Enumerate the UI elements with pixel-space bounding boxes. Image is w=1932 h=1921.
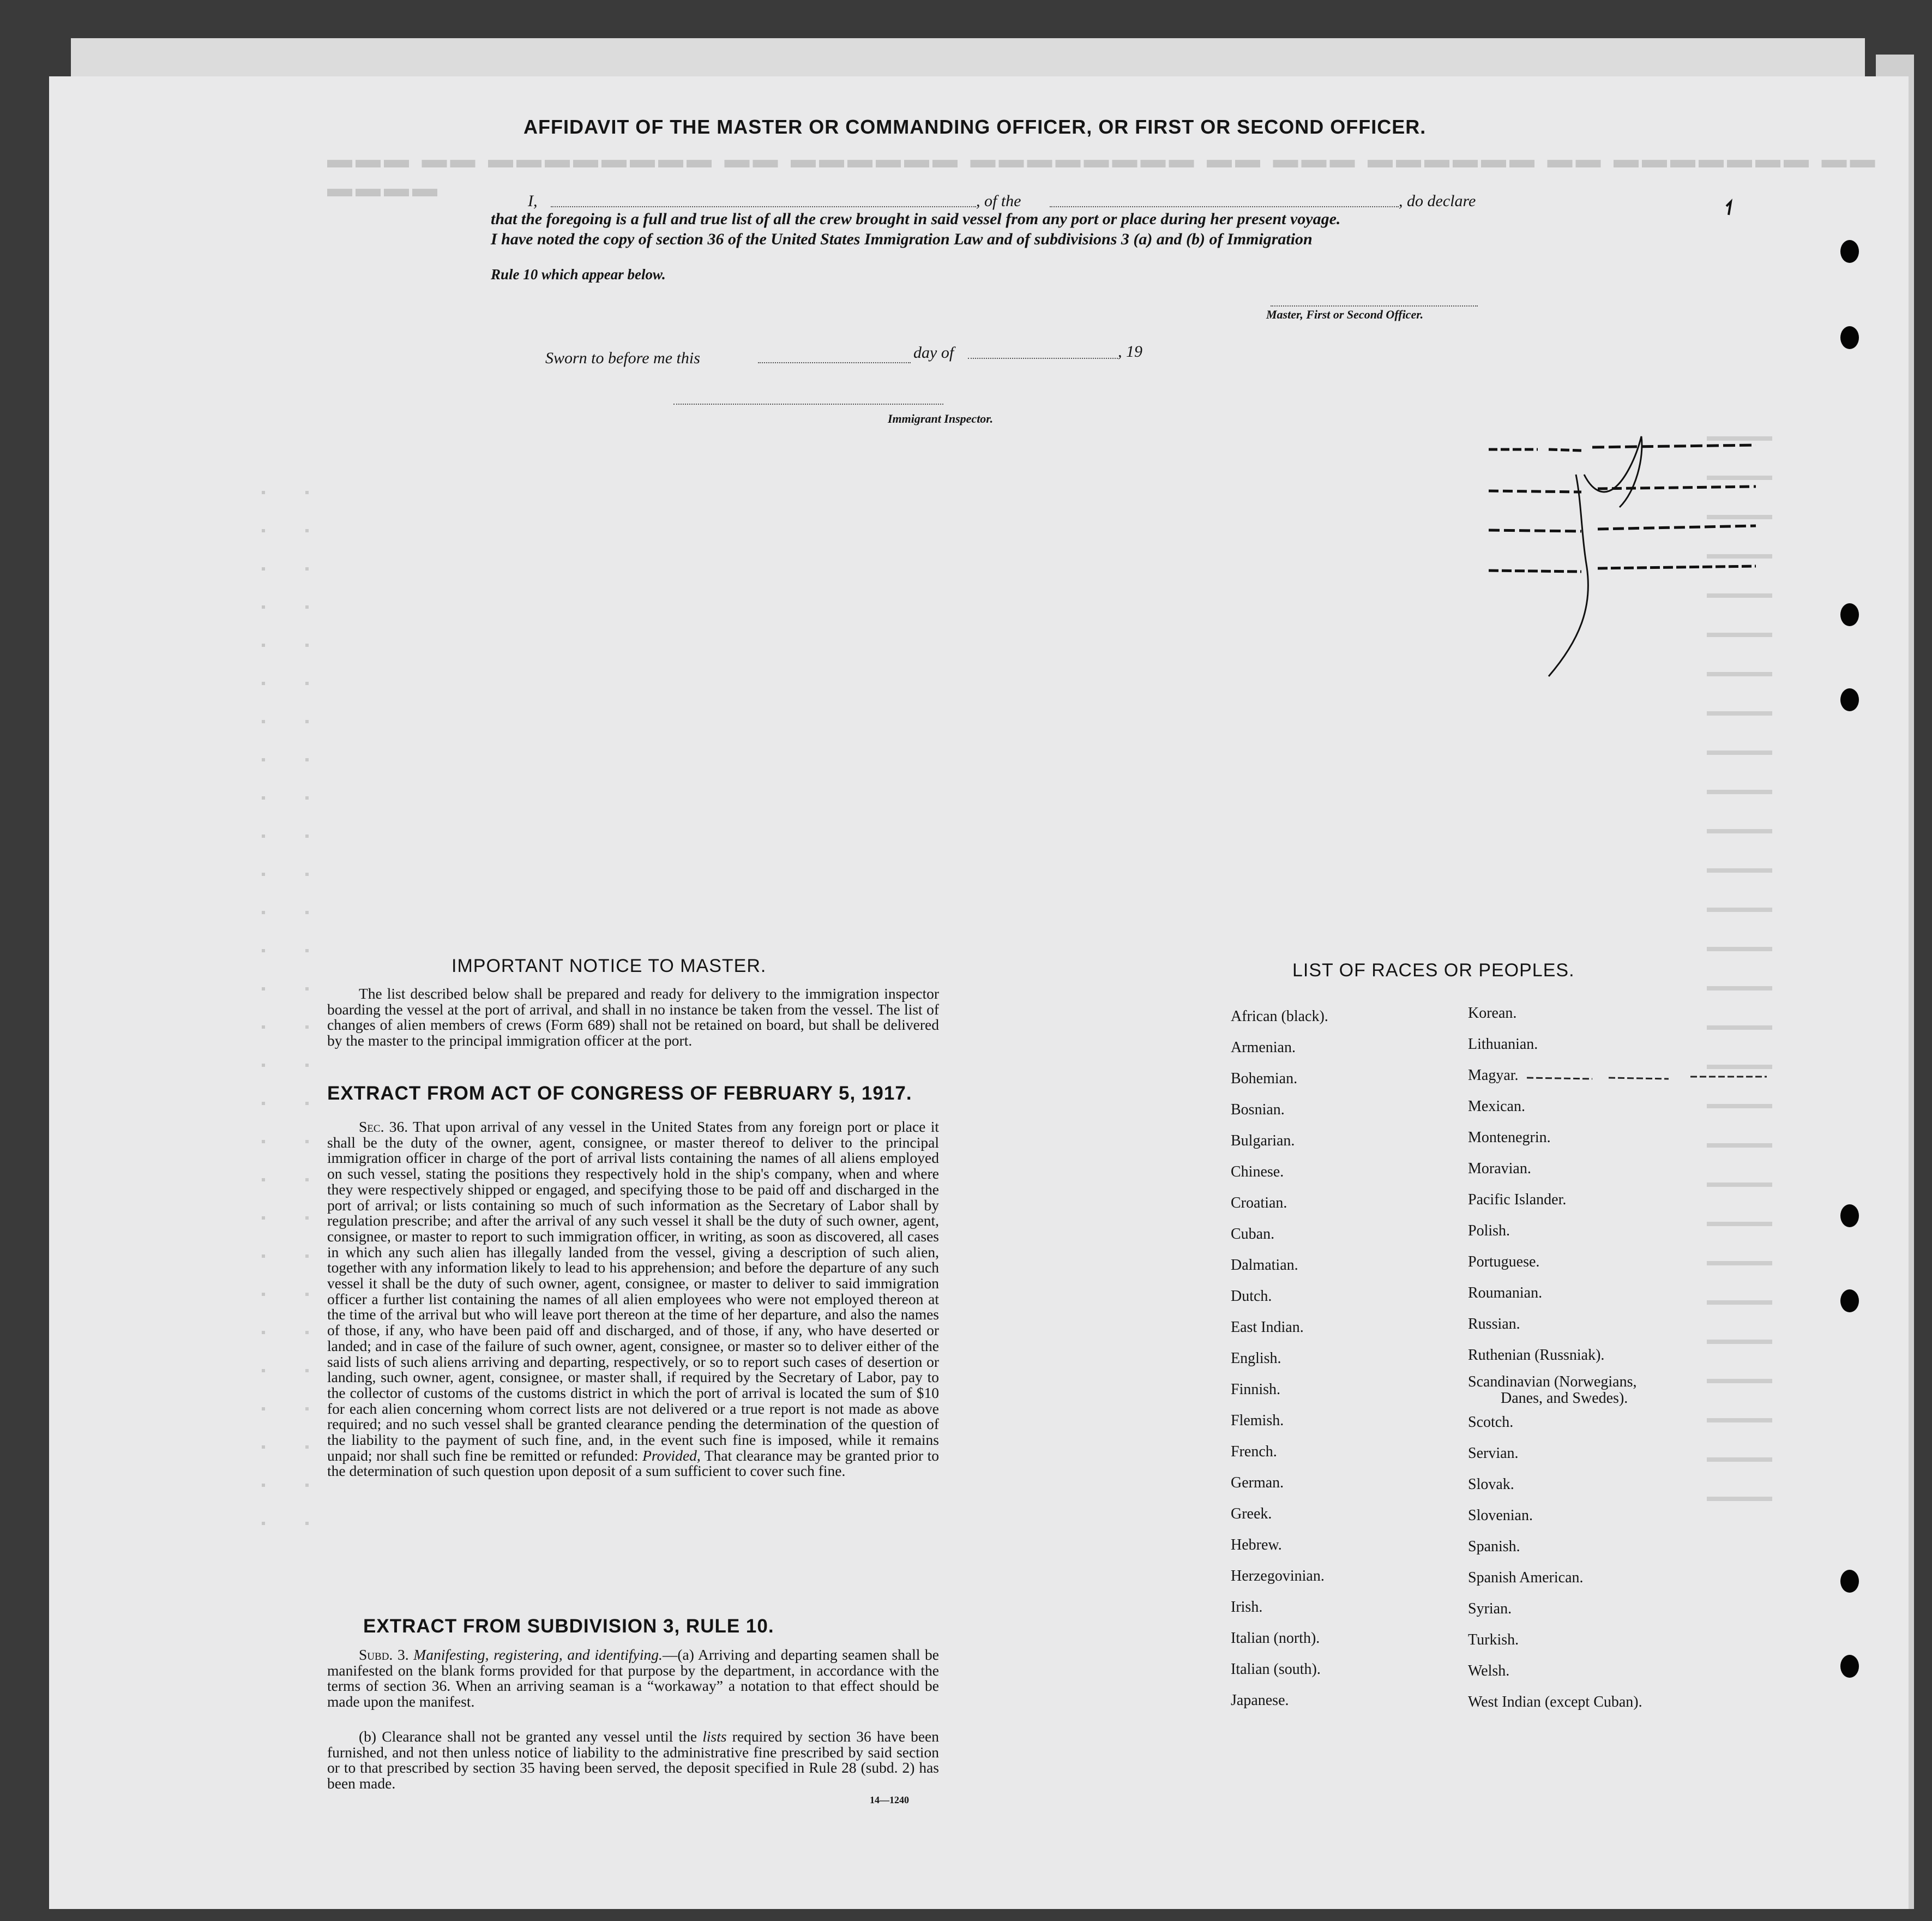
race-item: Portuguese.: [1468, 1253, 1540, 1270]
punch-hole: [1840, 1204, 1859, 1227]
extract-act-provided: Provided,: [642, 1446, 701, 1464]
affidavit-declare-of-the: , of the: [976, 192, 1021, 210]
extract-act-title: EXTRACT FROM ACT OF CONGRESS OF FEBRUARY 5, 1917.: [327, 1083, 912, 1104]
race-item: Polish.: [1468, 1222, 1510, 1239]
race-item: Bosnian.: [1231, 1101, 1285, 1118]
race-item: Japanese.: [1231, 1692, 1289, 1709]
inspector-signature-line[interactable]: [673, 404, 943, 405]
sworn-day-of: day of: [913, 344, 954, 362]
race-item: Montenegrin.: [1468, 1129, 1551, 1146]
race-item: West Indian (except Cuban).: [1468, 1694, 1642, 1710]
extract-rule-lists: lists: [702, 1728, 727, 1745]
race-item: Flemish.: [1231, 1412, 1284, 1429]
race-item: Spanish.: [1468, 1538, 1520, 1555]
race-item: Spanish American.: [1468, 1569, 1584, 1586]
affidavit-line-4: Rule 10 which appear below.: [491, 266, 666, 283]
race-item: Bulgarian.: [1231, 1132, 1295, 1149]
race-item: Dalmatian.: [1231, 1257, 1298, 1274]
race-item: Herzegovinian.: [1231, 1568, 1325, 1584]
sworn-day-blank[interactable]: [758, 362, 911, 363]
affidavit-line-2: that the foregoing is a full and true list of all the crew brought in said vessel from any port or place during her present voyage.: [491, 210, 1341, 228]
race-item: Greek.: [1231, 1505, 1272, 1522]
extract-rule-text-b2: required by section 36 have been furnished, and not then unless notice of liability to the administrative fine prescribed by said section or to that prescribed by section 35 having been served, the deposit specified in Rule 28 (subd. 2) has been made.: [327, 1728, 939, 1792]
race-item: Scandinavian (Norwegians,: [1468, 1373, 1637, 1390]
race-item: Armenian.: [1231, 1039, 1296, 1056]
handwritten-scrawl: [1472, 425, 1767, 682]
race-item: Magyar.: [1468, 1067, 1519, 1084]
punch-hole: [1840, 326, 1859, 349]
race-item: East Indian.: [1231, 1319, 1304, 1336]
name-blank[interactable]: [551, 206, 976, 207]
race-item: Croatian.: [1231, 1194, 1287, 1211]
punch-hole: [1840, 1570, 1859, 1593]
extract-rule-lead: Subd. 3.: [359, 1646, 409, 1663]
race-item: French.: [1231, 1443, 1277, 1460]
bleed-through-lines: [262, 491, 265, 1527]
race-item: English.: [1231, 1350, 1281, 1367]
punch-hole: [1840, 603, 1859, 626]
race-item: Cuban.: [1231, 1226, 1275, 1242]
extract-rule-body-b: [327, 1729, 939, 1792]
extract-rule-title: EXTRACT FROM SUBDIVISION 3, RULE 10.: [363, 1616, 774, 1637]
sworn-prefix: Sworn to before me this: [545, 349, 700, 367]
race-item: Slovenian.: [1468, 1507, 1533, 1524]
handwritten-dash: [1527, 1072, 1767, 1083]
race-item: Italian (north).: [1231, 1630, 1320, 1647]
race-item: Bohemian.: [1231, 1070, 1298, 1087]
extract-act-text: That upon arrival of any vessel in the United States from any foreign port or place it shall be the duty of the owner, agent, consignee, or master thereof to deliver to the principal immigration officer in charge of the port of arrival lists containing the names of all aliens employed on such vessel, stating the positions they respectively hold in the ship's company, when and where they were respectively shipped or engaged, and specifying those to be paid off and discharged in the port of arrival; or lists containing so much of such information as the Secretary of Labor shall by regulation prescribe; and after the arrival of any such vessel it shall be the duty of such owner, agent, consignee, or master to report to such immigration officer, in writing, as soon as discovered, all cases in which any such alien has illegally landed from the vessel, giving a description of such alien, together with any information likely to lead to his apprehension; and before the departure of any such vessel it shall be the duty of such owner, agent, consignee, or master to deliver to said immigration officer a further list containing the names of all alien employees who were not employed thereon at the time of the arrival but who will leave port thereon at the time of her departure, and also the names of those, if any, who have been paid off and discharged, and of those, if any, who have deserted or landed; and in case of the failure of such owner, agent, consignee, or master so to deliver either of the said lists of such aliens arriving and departing, respectively, or so to report such cases of desertion or landing, such owner, agent, consignee, or master shall, if required by the Secretary of Labor, pay to the collector of customs of the customs district in which the port of arrival is located the sum of $10 for each alien concerning whom correct lists are not delivered or a true report is not made as above required; and no such vessel shall be granted clearance pending the determination of the question of the liability to the payment of such fine, and, in the event such fine is imposed, while it remains unpaid; nor shall such fine be remitted or refunded:: [327, 1118, 939, 1464]
notice-body: The list described below shall be prepared and ready for delivery to the immigration inspector boarding the vessel at the port of arrival, and shall in no instance be taken from the vessel. The list of changes of alien members of crews (Form 689) shall not be retained on board, but shall be delivered by the master to the principal immigration officer at the port.: [327, 985, 939, 1049]
punch-hole: [1840, 240, 1859, 263]
bleed-through-lines: [305, 491, 309, 1527]
sworn-month-blank[interactable]: [968, 358, 1118, 359]
vessel-blank[interactable]: [1050, 206, 1399, 207]
race-item: African (black).: [1231, 1008, 1328, 1025]
race-item: Lithuanian.: [1468, 1036, 1538, 1053]
race-item: Syrian.: [1468, 1600, 1512, 1617]
form-number: 14—1240: [870, 1794, 909, 1805]
race-item: Italian (south).: [1231, 1661, 1321, 1678]
extract-act-body: [327, 1119, 939, 1479]
race-item: Roumanian.: [1468, 1284, 1543, 1301]
race-item: Irish.: [1231, 1599, 1263, 1616]
race-item: Finnish.: [1231, 1381, 1281, 1398]
affidavit-line-3: I have noted the copy of section 36 of the United States Immigration Law and of subdivisions 3 (a) and (b) of Immigration: [491, 230, 1313, 248]
race-item: Servian.: [1468, 1445, 1519, 1462]
race-item: Turkish.: [1468, 1631, 1519, 1648]
race-item: Danes, and Swedes).: [1501, 1390, 1628, 1407]
affidavit-declare-i: I,: [528, 192, 538, 210]
race-item: Scotch.: [1468, 1414, 1514, 1431]
affidavit-title: AFFIDAVIT OF THE MASTER OR COMMANDING OFFICER, OR FIRST OR SECOND OFFICER.: [523, 116, 1427, 138]
extract-rule-text-b1: (b) Clearance shall not be granted any vessel until the: [359, 1728, 697, 1745]
master-signature-line[interactable]: [1271, 305, 1478, 307]
race-item: Welsh.: [1468, 1662, 1510, 1679]
race-item: Slovak.: [1468, 1476, 1514, 1493]
race-item: Pacific Islander.: [1468, 1191, 1567, 1208]
extract-rule-text-a: —(a) Arriving and departing seamen shall be manifested on the blank forms provided for that purpose by the department, in accordance with the terms of section 36. When an arriving seaman is a “workaway” a notation to that effect should be made upon the manifest.: [327, 1646, 940, 1710]
inspector-caption: Immigrant Inspector.: [888, 412, 994, 425]
extract-act-provided-rest: That clearance may be granted prior to the determination of such question upon deposit of a sum sufficient to cover such fine.: [327, 1446, 939, 1480]
race-item: Mexican.: [1468, 1098, 1525, 1115]
bleed-through-heading: ▬▬▬ ▬▬ ▬▬▬▬▬▬▬▬ ▬▬ ▬▬▬▬▬▬ ▬▬▬▬▬▬▬▬ ▬▬ ▬▬▬ ▬▬▬▬▬▬ ▬▬ ▬▬▬▬▬▬▬ ▬▬ ▬▬▬▬: [327, 145, 1879, 202]
extract-act-lead: Sec. 36.: [359, 1118, 408, 1135]
master-signature-caption: Master, First or Second Officer.: [1266, 308, 1424, 321]
race-item: German.: [1231, 1474, 1284, 1491]
notice-title: IMPORTANT NOTICE TO MASTER.: [452, 956, 767, 976]
race-item: Korean.: [1468, 1005, 1517, 1022]
extract-rule-body-a: [327, 1647, 939, 1710]
punch-hole: [1840, 688, 1859, 711]
sworn-year: , 19: [1118, 343, 1142, 361]
race-item: Hebrew.: [1231, 1536, 1282, 1553]
punch-hole: [1840, 1289, 1859, 1312]
punch-hole: [1840, 1655, 1859, 1678]
race-item: Russian.: [1468, 1316, 1520, 1332]
affidavit-declare-end: , do declare: [1399, 192, 1476, 210]
extract-rule-heading: Manifesting, registering, and identifying.: [413, 1646, 663, 1663]
race-item: Dutch.: [1231, 1288, 1272, 1305]
races-title: LIST OF RACES OR PEOPLES.: [1292, 960, 1575, 981]
race-item: Chinese.: [1231, 1163, 1284, 1180]
race-item: Moravian.: [1468, 1160, 1531, 1177]
race-item: Ruthenian (Russniak).: [1468, 1347, 1605, 1364]
